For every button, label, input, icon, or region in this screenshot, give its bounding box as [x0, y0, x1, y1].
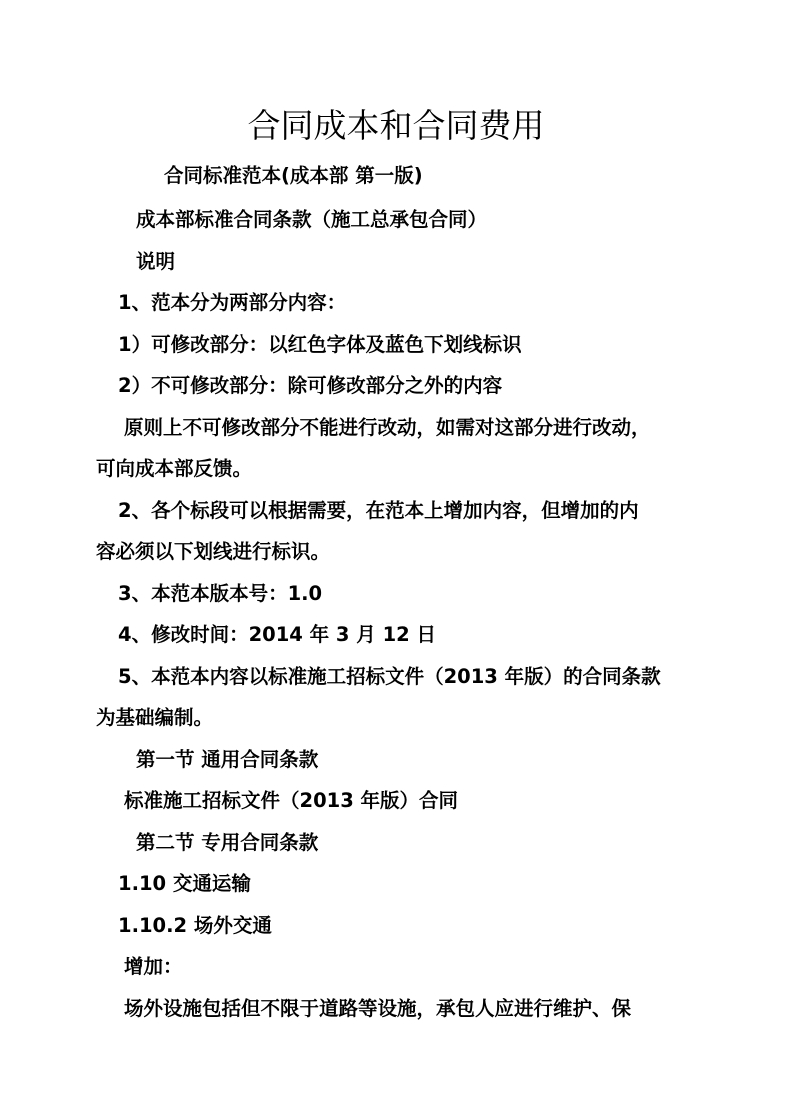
paragraph-line: 原则上不可修改部分不能进行改动，如需对这部分进行改动， — [124, 416, 651, 439]
paragraph-line: 为基础编制。 — [96, 706, 214, 729]
paragraph-line: 标准施工招标文件（2013 年版）合同 — [124, 789, 459, 812]
clause-heading: 1.10 交通运输 — [118, 872, 251, 895]
paragraph-line: 可向成本部反馈。 — [96, 457, 253, 480]
paragraph-line: 2）不可修改部分：除可修改部分之外的内容 — [118, 374, 503, 397]
section-heading: 第一节 通用合同条款 — [136, 748, 319, 771]
paragraph-line: 2、各个标段可以根据需要，在范本上增加内容，但增加的内 — [118, 499, 639, 522]
paragraph-line: 4、修改时间：2014 年 3 月 12 日 — [118, 623, 436, 646]
paragraph-line: 1）可修改部分：以红色字体及蓝色下划线标识 — [118, 333, 522, 356]
paragraph-line: 增加： — [124, 955, 183, 978]
subtitle-line: 合同标准范本(成本部 第一版) — [164, 164, 423, 187]
paragraph-line: 5、本范本内容以标准施工招标文件（2013 年版）的合同条款 — [118, 665, 661, 688]
section-heading: 第二节 专用合同条款 — [136, 831, 319, 854]
paragraph-line: 场外设施包括但不限于道路等设施，承包人应进行维护、保 — [124, 997, 632, 1020]
clause-heading: 1.10.2 场外交通 — [118, 914, 272, 937]
paragraph-line: 1、范本分为两部分内容： — [118, 291, 347, 314]
heading-line: 成本部标准合同条款（施工总承包合同） — [136, 208, 488, 231]
document-title: 合同成本和合同费用 — [247, 106, 545, 145]
paragraph-line: 容必须以下划线进行标识。 — [96, 540, 331, 563]
paragraph-line: 3、本范本版本号：1.0 — [118, 582, 323, 605]
explain-label: 说明 — [136, 250, 176, 273]
